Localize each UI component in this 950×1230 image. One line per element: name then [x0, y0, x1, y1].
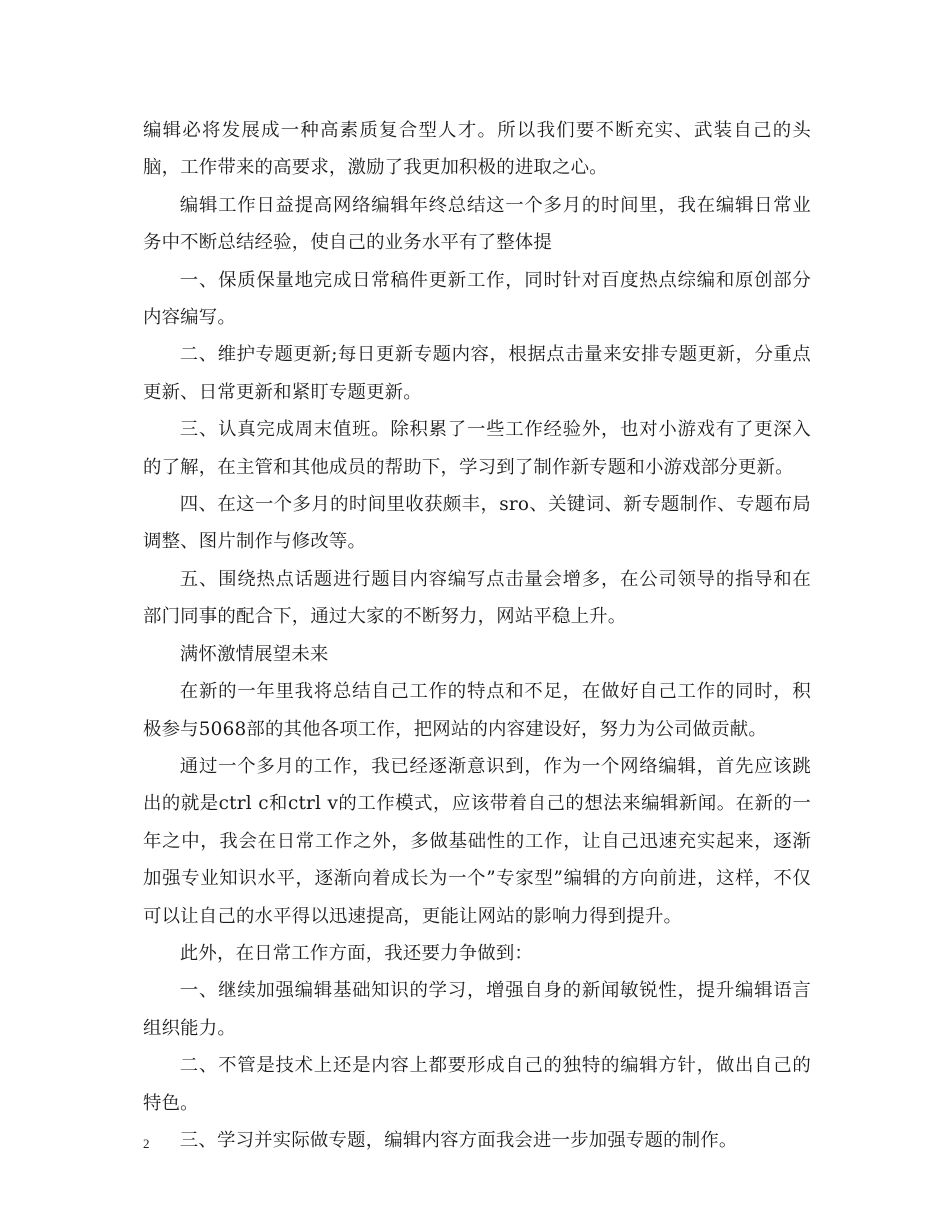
paragraph: 通过一个多月的工作，我已经逐渐意识到，作为一个网络编辑，首先应该跳出的就是ctrl c和ctrl v的工作模式，应该带着自己的想法来编辑新闻。在新的一年之中，我会在日常工作之外，多做基础性的工作，让自己迅速充实起来，逐渐加强专业知识水平，逐渐向着成长为一个”专家型”编辑的方向前进，这样，不仅可以让自己的水平得以迅速提高，更能让网站的影响力得到提升。 — [143, 755, 811, 927]
paragraph: 四、在这一个多月的时间里收获颇丰，sro、关键词、新专题制作、专题布局调整、图片制作与修改等。 — [143, 494, 811, 553]
paragraph: 三、认真完成周末值班。除积累了一些工作经验外，也对小游戏有了更深入的了解，在主管和其他成员的帮助下，学习到了制作新专题和小游戏部分更新。 — [143, 419, 811, 478]
paragraph: 五、围绕热点话题进行题目内容编写点击量会增多，在公司领导的指导和在部门同事的配合下，通过大家的不断努力，网站平稳上升。 — [143, 568, 811, 628]
page-number: 2 — [143, 1136, 150, 1151]
paragraph: 二、维护专题更新;每日更新专题内容，根据点击量来安排专题更新，分重点更新、日常更新和紧盯专题更新。 — [143, 344, 811, 403]
paragraph: 二、不管是技术上还是内容上都要形成自己的独特的编辑方针，做出自己的特色。 — [143, 1055, 811, 1114]
paragraph: 一、保质保量地完成日常稿件更新工作，同时针对百度热点综编和原创部分内容编写。 — [143, 269, 811, 329]
section-heading: 满怀激情展望未来 — [179, 643, 329, 665]
paragraph: 一、继续加强编辑基础知识的学习，增强自身的新闻敏锐性，提升编辑语言组织能力。 — [143, 980, 811, 1039]
paragraph: 在新的一年里我将总结自己工作的特点和不足，在做好自己工作的同时，积极参与5068部的其他各项工作，把网站的内容建设好，努力为公司做贡献。 — [143, 681, 811, 740]
paragraph: 编辑必将发展成一种高素质复合型人才。所以我们要不断充实、武装自己的头脑，工作带来的高要求，激励了我更加积极的进取之心。 — [143, 120, 811, 179]
document-body — [143, 112, 811, 1159]
paragraph: 此外，在日常工作方面，我还要力争做到： — [179, 942, 534, 964]
paragraph: 编辑工作日益提高网络编辑年终总结这一个多月的时间里，我在编辑日常业务中不断总结经验，使自己的业务水平有了整体提 — [143, 194, 811, 254]
paragraph: 三、学习并实际做专题，编辑内容方面我会进一步加强专题的制作。 — [179, 1129, 738, 1151]
